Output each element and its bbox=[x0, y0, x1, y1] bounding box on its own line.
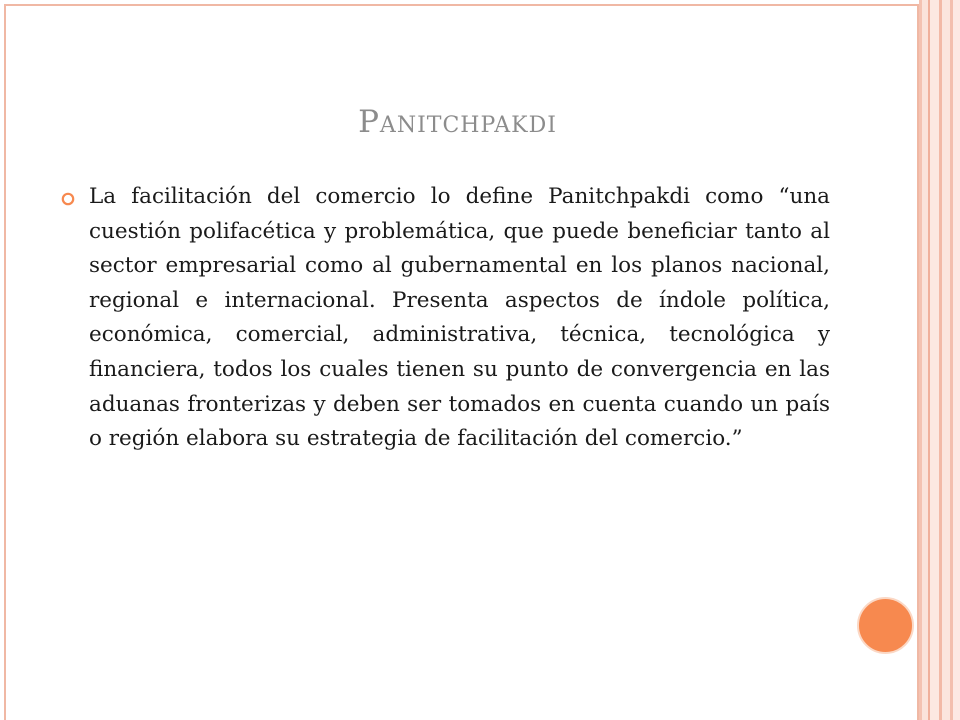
decorative-stripe bbox=[942, 0, 950, 720]
decorative-orange-circle bbox=[857, 597, 914, 654]
decorative-stripe bbox=[930, 0, 939, 720]
orange-circle-bullet-icon bbox=[60, 191, 76, 207]
bullet-text: La facilitación del comercio lo define Panitchpakdi como “una cuestión polifacética y problemática, que puede beneficiar tanto al sector empresarial como al gubernamental en los planos nacional, regional e internacional. Presenta aspectos de índole política, económica, comercial, administrativa, técnica, tecnológica y financiera, todos los cuales tienen su punto de convergencia en las aduanas fronterizas y deben ser tomados en cuenta cuando un país o región elabora su estrategia de facilitación del comercio.” bbox=[89, 184, 830, 452]
decorative-stripe bbox=[953, 0, 960, 720]
bullet-item bbox=[60, 180, 830, 457]
slide-title: Panitchpakdi bbox=[358, 104, 557, 140]
